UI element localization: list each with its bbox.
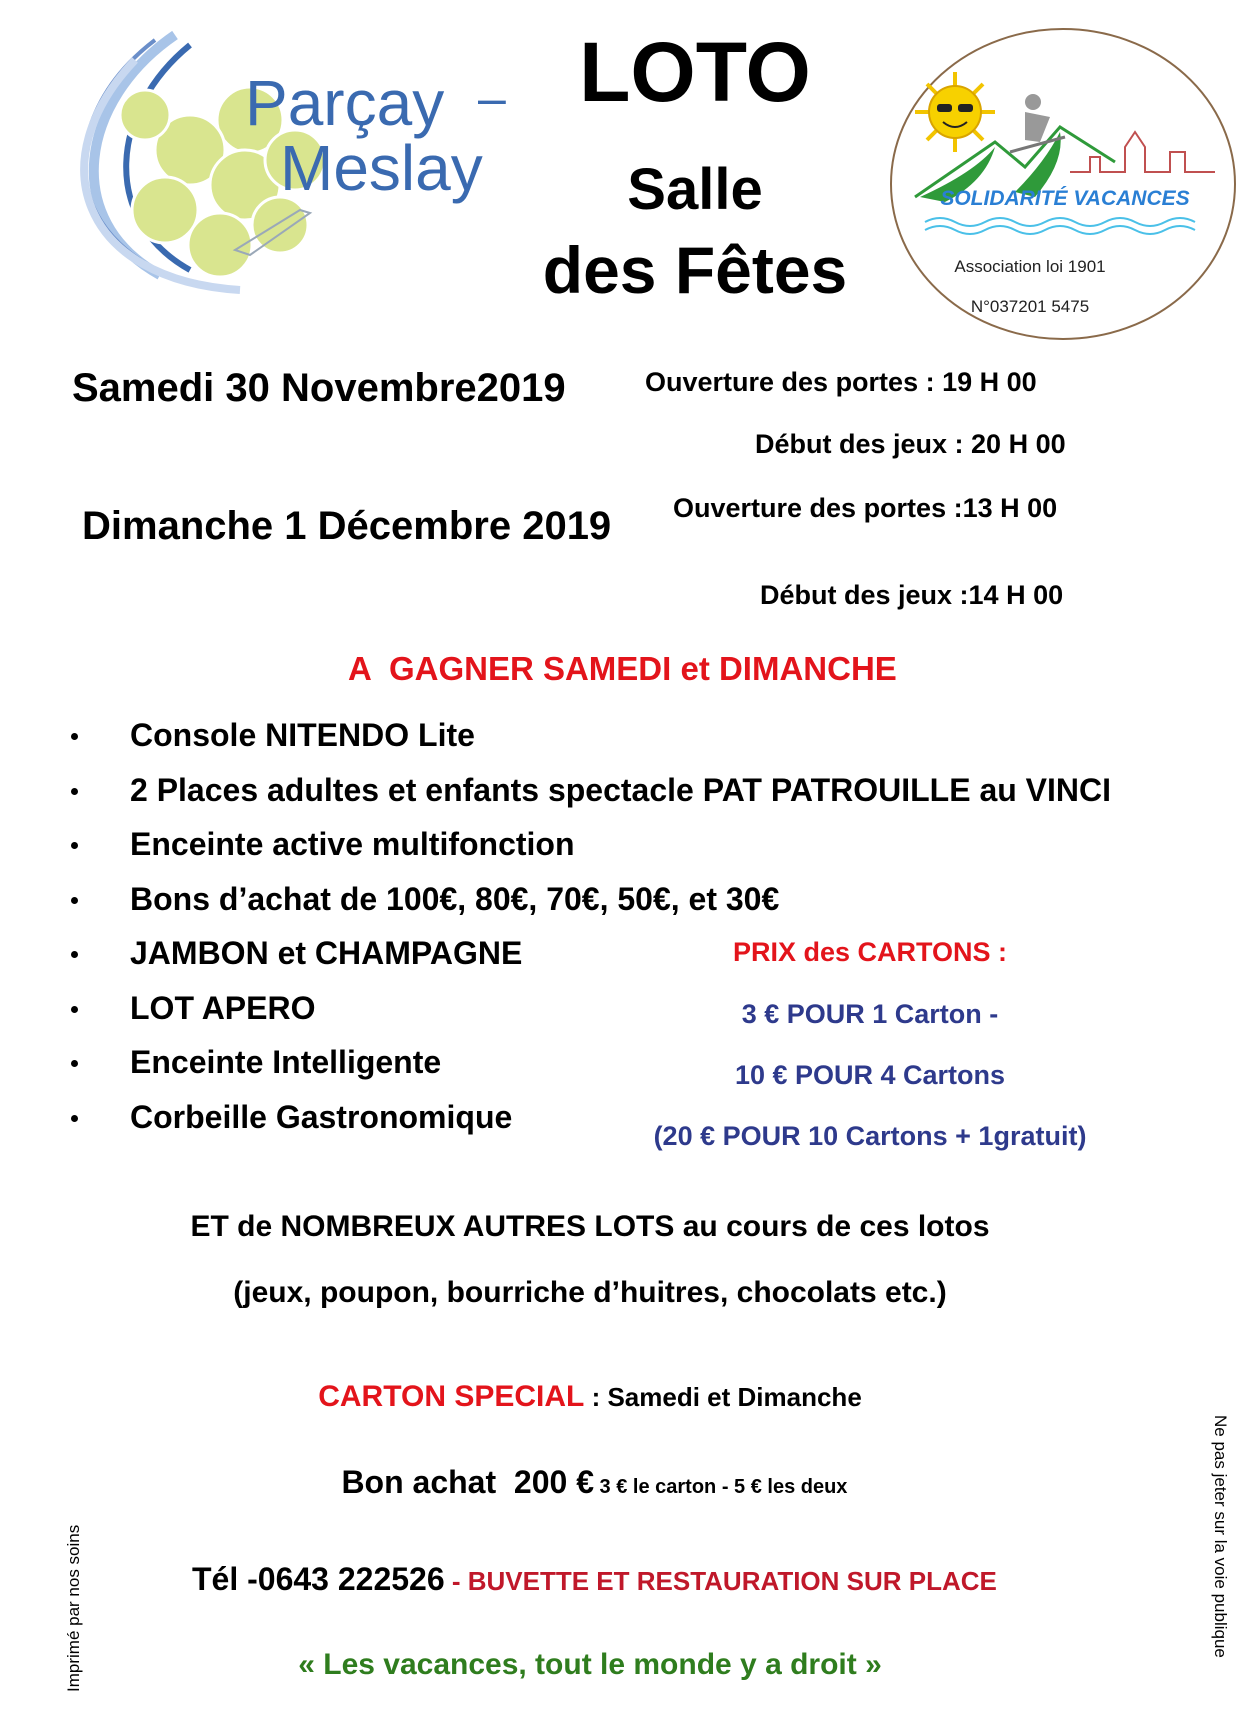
sun-icon — [915, 72, 995, 152]
bullet-icon — [71, 1115, 78, 1122]
bullet-icon — [71, 788, 78, 795]
logo-text-meslay: Meslay — [280, 132, 483, 204]
solidarite-vacances-logo — [885, 22, 1240, 342]
sunday-date: Dimanche 1 Décembre 2019 — [82, 504, 612, 548]
logo-text-parcay: Parçay — [245, 67, 445, 139]
list-item: Console NITENDO Lite — [65, 708, 1111, 763]
logo-sv-name: SOLIDARITÉ VACANCES — [940, 187, 1190, 210]
list-item: 2 Places adultes et enfants spectacle PAT PATROUILLE au VINCI — [65, 763, 1111, 818]
other-prizes-line-1: ET de NOMBREUX AUTRES LOTS au cours de ces lotos — [190, 1210, 990, 1243]
title-fetes: des Fêtes — [542, 233, 848, 307]
carton-special-line — [60, 1380, 1120, 1414]
saturday-doors: Ouverture des portes : 19 H 00 — [645, 367, 1037, 397]
cartons-line-3: (20 € POUR 10 Cartons + 1gratuit) — [653, 1121, 1087, 1151]
phone-number: Tél -0643 222526 — [191, 1561, 445, 1597]
list-item: JAMBON et CHAMPAGNE — [65, 926, 1111, 981]
carton-special-label: CARTON SPECIAL — [318, 1380, 585, 1413]
bullet-icon — [71, 733, 78, 740]
list-item: Corbeille Gastronomique — [65, 1090, 1111, 1145]
title-salle: Salle — [627, 157, 763, 222]
other-prizes-line-2: (jeux, poupon, bourriche d’huitres, chocolats etc.) — [233, 1276, 947, 1309]
list-item: Bons d’achat de 100€, 80€, 70€, 50€, et 30€ — [65, 872, 1111, 927]
contact-line — [60, 1543, 1120, 1598]
slogan: « Les vacances, tout le monde y a droit » — [298, 1648, 882, 1681]
list-item: LOT APERO — [65, 981, 1111, 1036]
prizes-heading: A GAGNER SAMEDI et DIMANCHE — [348, 650, 897, 687]
logo-sv-number: N°037201 5475 — [970, 297, 1090, 316]
title-loto: LOTO — [579, 25, 811, 119]
sunday-doors: Ouverture des portes :13 H 00 — [673, 493, 1058, 523]
cartons-line-1: 3 € POUR 1 Carton - — [741, 999, 999, 1029]
bon-achat-line — [60, 1446, 1120, 1501]
carton-special-days: : Samedi et Dimanche — [584, 1382, 862, 1412]
bullet-icon — [71, 842, 78, 849]
cartons-line-2: 10 € POUR 4 Cartons — [734, 1060, 1006, 1090]
list-item: Enceinte active multifonction — [65, 817, 1111, 872]
saturday-date: Samedi 30 Novembre2019 — [72, 366, 566, 410]
list-item: Enceinte Intelligente — [65, 1035, 1111, 1090]
bon-achat-price: 3 € le carton - 5 € les deux — [593, 1476, 848, 1498]
side-text-do-not-litter: Ne pas jeter sur la voie publique — [1211, 1415, 1230, 1658]
logo-dash: – — [478, 70, 506, 126]
saturday-games: Début des jeux : 20 H 00 — [755, 429, 1066, 459]
sunday-games: Début des jeux :14 H 00 — [760, 580, 1064, 610]
bullet-icon — [71, 1060, 78, 1067]
side-text-printed: Imprimé par nos soins — [64, 1524, 83, 1692]
cartons-heading: PRIX des CARTONS : — [732, 937, 1008, 967]
bullet-icon — [71, 1006, 78, 1013]
buvette-text: - BUVETTE ET RESTAURATION SUR PLACE — [444, 1566, 997, 1596]
bon-achat-amount: Bon achat 200 € — [341, 1464, 594, 1500]
bullet-icon — [71, 951, 78, 958]
logo-sv-association: Association loi 1901 — [954, 257, 1106, 276]
bullet-icon — [71, 897, 78, 904]
